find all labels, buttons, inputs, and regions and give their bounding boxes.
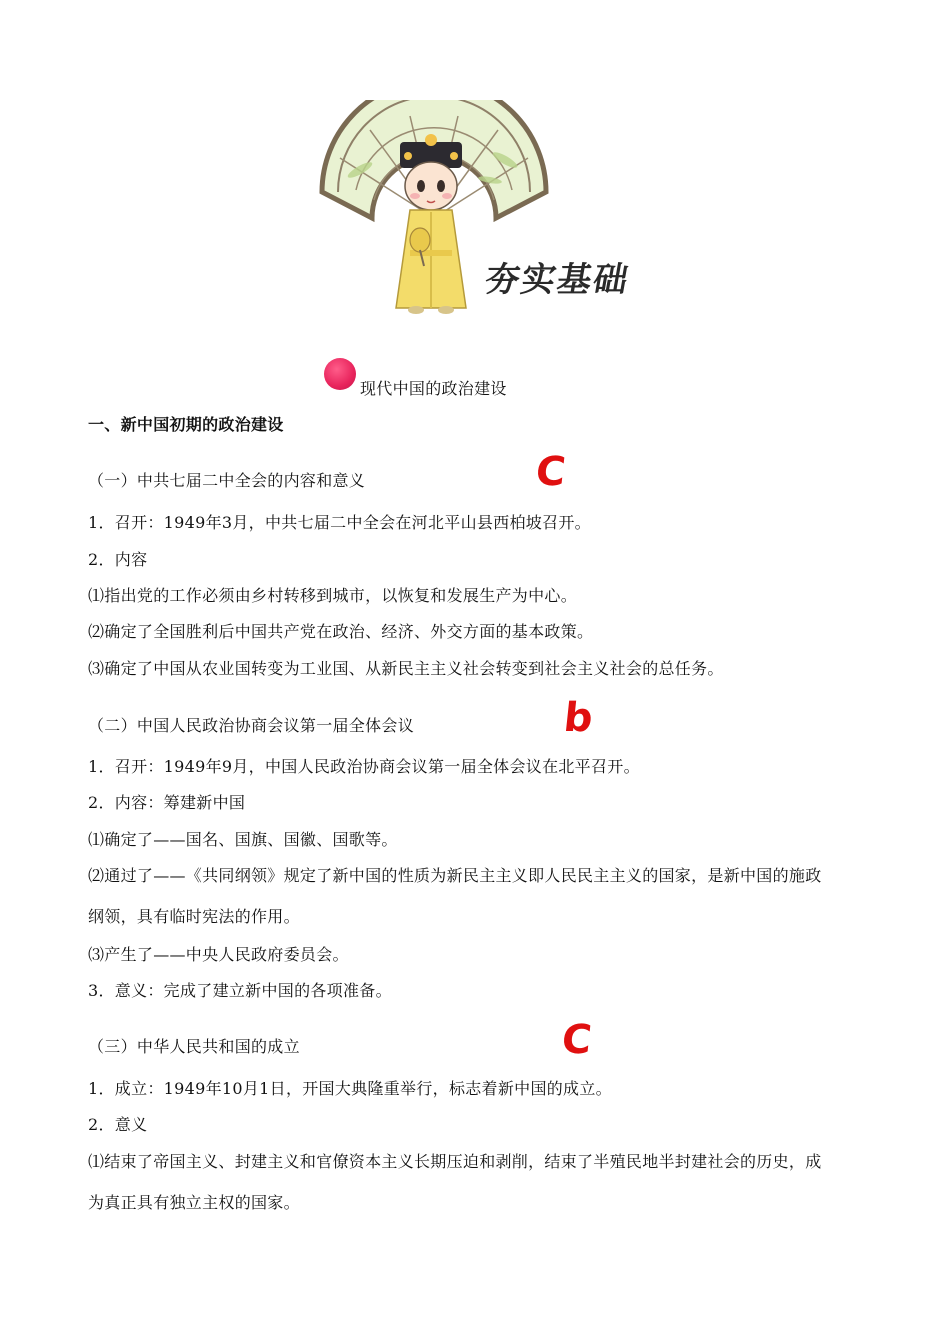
part2-line: ⑶产生了——中央人民政府委员会。 [88,945,349,964]
part2-line: 3．意义：完成了建立新中国的各项准备。 [88,981,392,1000]
part3-title: （三）中华人民共和国的成立 [88,1037,300,1056]
part3-line: 2．意义 [88,1115,148,1134]
part1-line: ⑶确定了中国从农业国转变为工业国、从新民主主义社会转变到社会主义社会的总任务。 [88,659,724,678]
handwritten-mark: b [561,695,596,741]
part1-line: ⑵确定了全国胜利后中国共产党在政治、经济、外交方面的基本政策。 [88,622,594,641]
part3-line: ⑴结束了帝国主义、封建主义和官僚资本主义长期压迫和剥削，结束了半殖民地半封建社会的历史，成 [88,1152,822,1171]
part2-line: ⑵通过了——《共同纲领》规定了新中国的性质为新民主主义即人民民主主义的国家，是新中国的施政 [88,866,822,885]
part1-line: 1．召开：1949年3月，中共七届二中全会在河北平山县西柏坡召开。 [88,513,591,532]
part3-line: 1．成立：1949年10月1日，开国大典隆重举行，标志着新中国的成立。 [88,1079,612,1098]
heading-1: 一、新中国初期的政治建设 [88,415,284,434]
section-title: 现代中国的政治建设 [360,379,507,398]
handwritten-mark: C [559,1017,594,1063]
part2-line: 1．召开：1949年9月，中国人民政治协商会议第一届全体会议在北平召开。 [88,757,640,776]
part2-line: ⑴确定了——国名、国旗、国徽、国歌等。 [88,830,398,849]
part2-title: （二）中国人民政治协商会议第一届全体会议 [88,716,415,735]
section-bullet-dot [324,358,356,390]
banner-title: 夯实基础 [481,260,633,300]
part1-line: 2．内容 [88,550,148,569]
part2-line: 2．内容：筹建新中国 [88,793,246,812]
part2-line: 纲领，具有临时宪法的作用。 [88,907,300,926]
part1-line: ⑴指出党的工作必须由乡村转移到城市，以恢复和发展生产为中心。 [88,586,578,605]
part1-title: （一）中共七届二中全会的内容和意义 [88,471,366,490]
handwritten-mark: C [533,449,568,495]
part3-line: 为真正具有独立主权的国家。 [88,1193,300,1212]
banner [300,100,660,330]
